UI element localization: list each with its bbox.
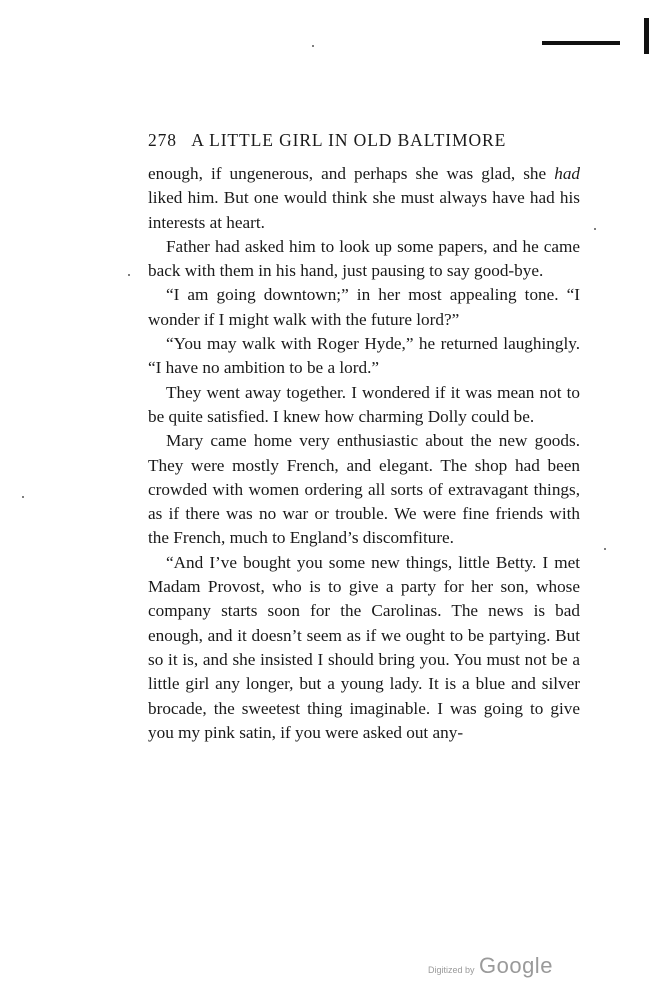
paragraph-text: “And I’ve bought you some new things, little Betty. I met Madam Provost, who is to give a party for her son, whose company starts soon for the Carolinas. The news is bad enough, and it doesn’t seem as if we ought to be partying. But so it is, and she insisted I should bring you. You must not be a little girl any longer, but a young lady. It is a blue and silver brocade, the sweetest thing imaginable. I was going to give you my pink satin, if you were asked out any-	[148, 552, 580, 742]
paragraph-text: Mary came home very enthusiastic about the new goods. They were mostly French, and elegant. The shop had been crowded with women ordering all sorts of extravagant things, as if there was no war or trouble. We were fine friends with the French, much to England’s discomfiture.	[148, 431, 580, 548]
paragraph-text: liked him. But one would think she must always have had his interests at heart.	[148, 188, 580, 232]
paragraph	[148, 332, 580, 381]
scan-speck	[128, 274, 130, 276]
running-title: A LITTLE GIRL IN OLD BALTIMORE	[191, 130, 507, 150]
scan-edge-mark	[644, 18, 649, 54]
emphasized-text: had	[554, 164, 580, 183]
scan-speck	[594, 228, 596, 230]
paragraph-text: Father had asked him to look up some papers, and he came back with them in his hand, just pausing to say good-bye.	[148, 236, 580, 281]
scan-speck	[604, 548, 606, 550]
digitized-by-label: Digitized by	[428, 965, 475, 975]
paragraph	[148, 235, 580, 284]
paragraph	[148, 429, 580, 550]
paragraph	[148, 162, 580, 235]
running-header	[148, 130, 588, 151]
paragraph	[148, 551, 580, 745]
page-number: 278	[148, 130, 177, 150]
paragraph	[148, 381, 580, 430]
scan-edge-rule	[542, 41, 620, 45]
paragraph	[148, 283, 580, 332]
body-text	[148, 162, 580, 745]
scan-speck	[312, 45, 314, 47]
paragraph-text: They went away together. I wondered if it was mean not to be quite satisfied. I knew how charming Dolly could be.	[148, 382, 580, 426]
scan-speck	[22, 496, 24, 498]
paragraph-text: enough, if ungenerous, and perhaps she was glad, she	[148, 164, 555, 183]
google-logo: Google	[478, 953, 553, 978]
paragraph-text: “I am going downtown;” in her most appealing tone. “I wonder if I might walk with the future lord?”	[148, 285, 580, 329]
digitized-watermark	[428, 953, 553, 979]
paragraph-text: “You may walk with Roger Hyde,” he returned laughingly. “I have no ambition to be a lord.”	[148, 334, 580, 378]
